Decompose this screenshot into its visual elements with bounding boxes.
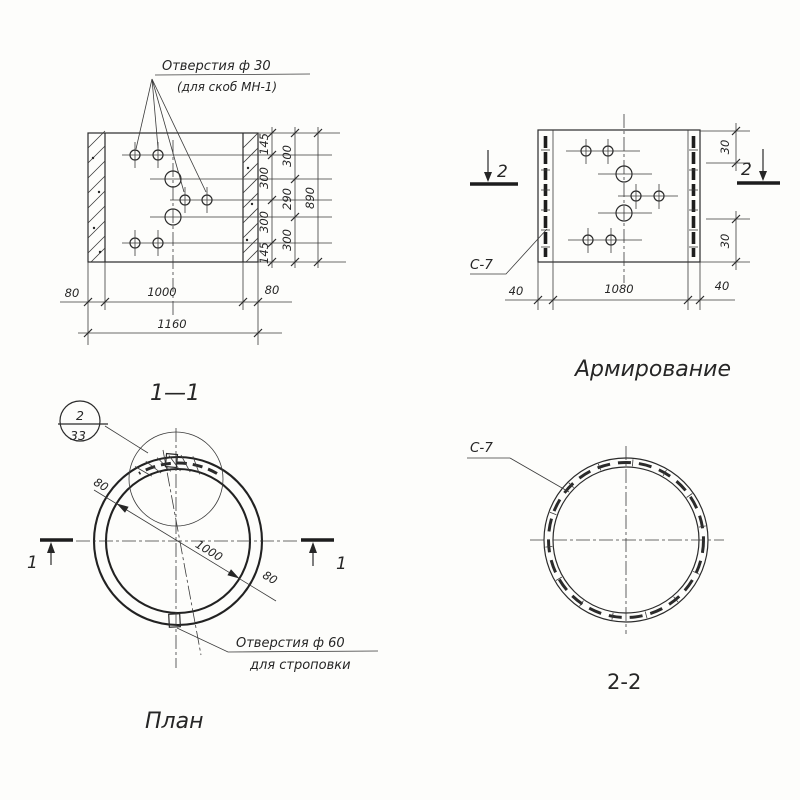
section-mark-label: 2 — [497, 162, 508, 182]
hole-row-extension-lines — [122, 155, 332, 243]
view-title-plan: План — [145, 709, 204, 734]
section-mark-label: 1 — [336, 554, 347, 574]
view-title-reinforcement: Армирование — [575, 357, 731, 382]
staple-holes — [581, 146, 664, 245]
dim-right-inner-3: 300 — [257, 211, 271, 233]
hole-crosshairs — [135, 142, 207, 256]
balloon-position: 2 — [76, 408, 84, 423]
dim-right-inner-2: 300 — [257, 167, 271, 189]
section-arrow-up — [47, 542, 55, 553]
view-title-2-2: 2-2 — [607, 670, 642, 694]
balloon-sheet: 33 — [70, 428, 86, 443]
mesh-cross-ticks — [541, 150, 698, 247]
detail-balloon — [58, 401, 148, 453]
centerlines — [530, 446, 724, 634]
view-plan — [27, 401, 378, 734]
centerlines — [76, 428, 298, 668]
dim-mesh-width: 1080 — [604, 282, 634, 296]
mesh-label-leader — [510, 458, 569, 492]
section-arrow-down — [484, 172, 492, 182]
dim-right-inner-1: 145 — [257, 133, 271, 155]
section-arrow-up — [309, 542, 317, 553]
dim-cover-left: 40 — [508, 284, 524, 298]
dim-inner-span: 1000 — [147, 285, 177, 299]
dim-right-inner-4: 145 — [257, 242, 271, 264]
dim-edge-top: 30 — [718, 139, 732, 155]
dim-wall-right: 80 — [260, 567, 280, 588]
hole-row-lines — [566, 151, 678, 240]
view-section-1-1 — [60, 59, 346, 406]
section-mark-1-left — [27, 540, 73, 573]
dim-overall-width: 1160 — [157, 317, 187, 331]
mesh-label-c7: С-7 — [470, 440, 493, 456]
dim-edge-bottom: 30 — [718, 233, 732, 249]
view-section-2-2 — [467, 440, 724, 694]
dim-right-mid-3: 300 — [280, 229, 294, 251]
holes-note-line1: Отверстия ф 30 — [162, 59, 271, 74]
section-mark-label: 2 — [741, 160, 752, 180]
section-arrow-down — [759, 171, 767, 181]
balloon-leader — [105, 426, 148, 453]
dim-wall-left: 80 — [91, 474, 111, 495]
dim-cover-right: 40 — [714, 279, 730, 293]
view-title-1-1: 1—1 — [150, 381, 200, 406]
note-leader-lines — [136, 79, 206, 192]
sling-note-line2: для строповки — [250, 658, 351, 673]
dim-wall-right: 80 — [264, 283, 280, 297]
dim-right-mid-1: 300 — [280, 145, 294, 167]
view-reinforcement — [470, 114, 780, 382]
dim-inner-diameter: 1000 — [192, 537, 226, 565]
dim-arrow-lower — [227, 569, 239, 578]
note-underline — [155, 74, 310, 75]
section-mark-2-right — [737, 149, 780, 183]
dim-right-mid-2: 290 — [280, 188, 294, 210]
hatch-lines-left-wall — [88, 131, 105, 262]
dim-arrow-upper — [117, 504, 129, 513]
section-mark-label: 1 — [27, 553, 38, 573]
sling-note-line1: Отверстия ф 60 — [236, 636, 345, 651]
section-mark-2-left — [470, 150, 518, 184]
dim-wall-left: 80 — [64, 286, 80, 300]
section-mark-1-right — [301, 540, 347, 574]
dim-right-overall: 890 — [303, 187, 317, 209]
mesh-cross-wire-ticks — [545, 459, 706, 620]
holes-note-line2: (для скоб МН-1) — [177, 80, 278, 94]
mesh-label-c7: С-7 — [470, 257, 493, 273]
staple-holes — [130, 150, 212, 248]
